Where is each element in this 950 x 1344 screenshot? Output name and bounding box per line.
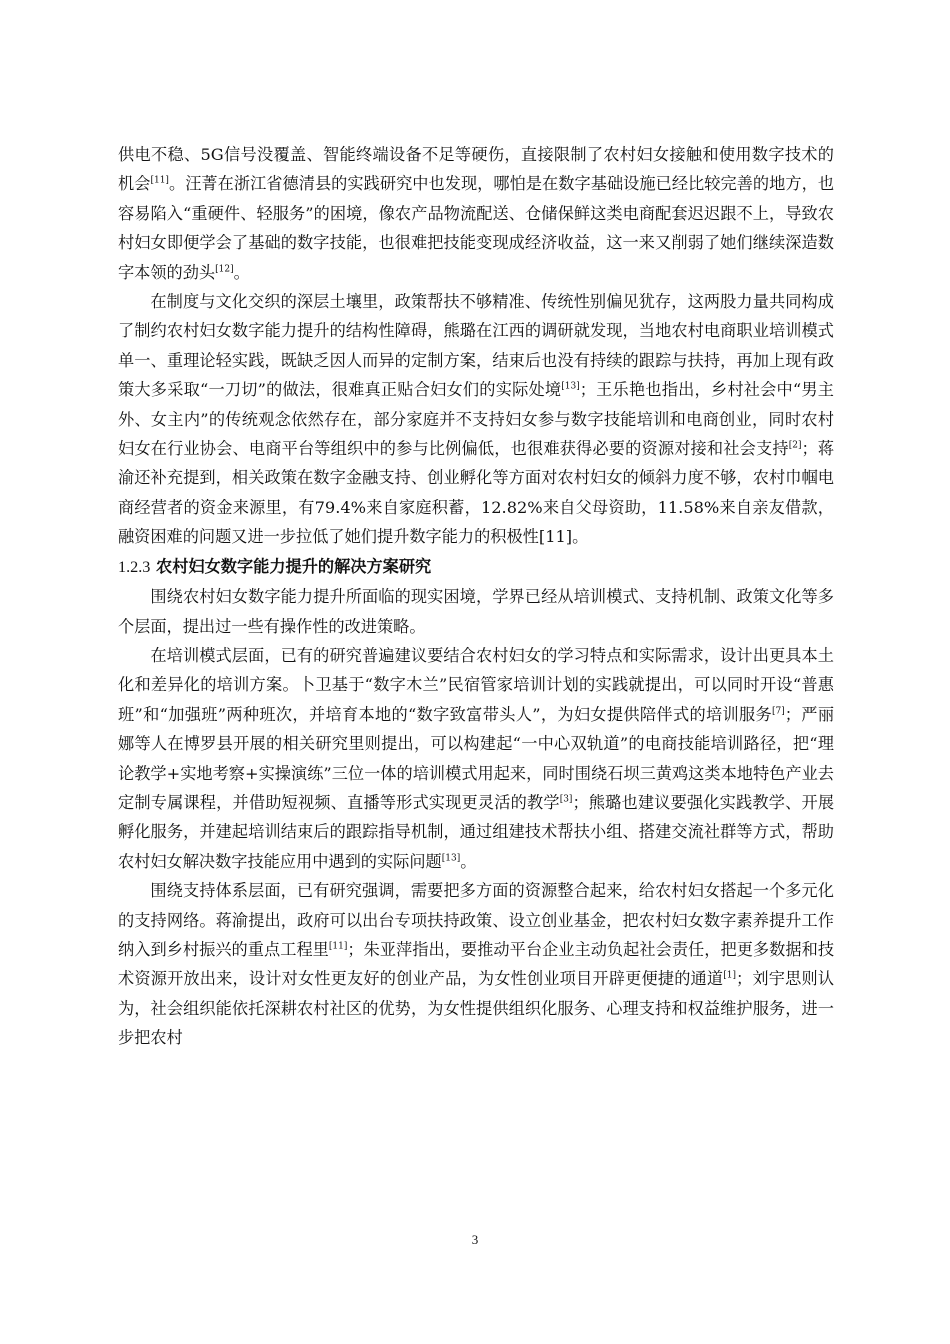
paragraph-1-text-1: 供电不稳、5G信号没覆盖、智能终端设备不足等硬伤，直接限制了农村妇女接触和使用数字技术的机会 [118, 145, 834, 194]
paragraph-2-text-2: ；王乐艳也指出，乡村社会中“男主外、女主内”的传统观念依然存在，部分家庭并不支持妇女参与数字技能培训和电商创业，同时农村妇女在行业协会、电商平台等组织中的参与比例偏低，也很难获得必要的资源对接和社会支持 [118, 380, 834, 459]
section-heading [118, 552, 834, 582]
page-number: 3 [471, 1232, 479, 1247]
citation-ref: [3] [559, 794, 573, 805]
paragraph-5 [118, 876, 834, 1052]
paragraph-3 [118, 582, 834, 641]
paragraph-4-text-2: ；严丽娜等人在博罗县开展的相关研究里则提出，可以构建起“一中心双轨道”的电商技能培训路径，把“理论教学+实地考察+实操演练”三位一体的培训模式用起来，同时围绕石坝三黄鸡这类本地特色产业去定制专属课程，并借助短视频、直播等形式实现更灵活的教学 [118, 704, 835, 812]
section-title: 农村妇女数字能力提升的解决方案研究 [156, 556, 432, 576]
paragraph-4-text-1: 在培训模式层面，已有的研究普遍建议要结合农村妇女的学习特点和实际需求，设计出更具本土化和差异化的培训方案。卜卫基于“数字木兰”民宿管家培训计划的实践就提出，可以同时开设“普惠班”和“加强班”两种班次，并培育本地的“数字致富带头人”，为妇女提供陪伴式的培训服务 [118, 645, 834, 724]
section-number: 1.2.3 [118, 557, 151, 576]
paragraph-2-text-3: ；蒋渝还补充提到，相关政策在数字金融支持、创业孵化等方面对农村妇女的倾斜力度不够，农村巾帼电商经营者的资金来源里，有79.4%来自家庭积蓄，12.82%来自父母资助，11.58%来自亲友借款，融资困难的问题又进一步拉低了她们提升数字能力的积极性[11]。 [118, 439, 834, 547]
document-body [118, 140, 834, 1053]
citation-ref: [11] [150, 176, 169, 187]
paragraph-4-text-4: 。 [460, 851, 477, 871]
paragraph-1-text-2: 。汪菁在浙江省德清县的实践研究中也发现，哪怕是在数字基础设施已经比较完善的地方，也容易陷入“重硬件、轻服务”的困境，像农产品物流配送、仓储保鲜这类电商配套迟迟跟不上，导致农村妇女即便学会了基础的数字技能，也很难把技能变现成经济收益，这一来又削弱了她们继续深造数字本领的劲头 [118, 174, 835, 282]
citation-ref: [7] [772, 706, 785, 717]
citation-ref: [13] [561, 381, 580, 392]
citation-ref: [2] [788, 440, 802, 451]
citation-ref: [13] [441, 853, 461, 864]
paragraph-5-text-2: ；朱亚萍指出，要推动平台企业主动负起社会责任，把更多数据和技术资源开放出来，设计对女性更友好的创业产品，为女性创业项目开辟更便捷的通道 [118, 939, 835, 989]
paragraph-2-text-1: 在制度与文化交织的深层土壤里，政策帮扶不够精准、传统性别偏见犹存，这两股力量共同构成了制约农村妇女数字能力提升的结构性障碍，熊璐在江西的调研就发现，当地农村电商职业培训模式单一、重理论轻实践，既缺乏因人而异的定制方案，结束后也没有持续的跟踪与扶持，再加上现有政策大多采取“一刀切”的做法，很难真正贴合妇女们的实际处境 [118, 292, 834, 400]
paragraph-1 [118, 140, 834, 287]
paragraph-4-text-3: ；熊璐也建议要强化实践教学、开展孵化服务，并建起培训结束后的跟踪指导机制，通过组建技术帮扶小组、搭建交流社群等方式，帮助农村妇女解决数字技能应用中遇到的实际问题 [118, 792, 835, 871]
paragraph-5-text-3: ；刘宇思则认为，社会组织能依托深耕农村社区的优势，为女性提供组织化服务、心理支持和权益维护服务，进一步把农村 [118, 969, 835, 1048]
paragraph-5-text-1: 围绕支持体系层面，已有研究强调，需要把多方面的资源整合起来，给农村妇女搭起一个多元化的支持网络。蒋渝提出，政府可以出台专项扶持政策、设立创业基金，把农村妇女数字素养提升工作纳入到乡村振兴的重点工程里 [118, 881, 834, 959]
paragraph-1-text-3: 。 [233, 262, 250, 282]
citation-ref: [1] [723, 970, 737, 981]
citation-ref: [11] [328, 941, 348, 952]
paragraph-2 [118, 287, 834, 552]
paragraph-3-text-1: 围绕农村妇女数字能力提升所面临的现实困境，学界已经从培训模式、支持机制、政策文化等多个层面，提出过一些有操作性的改进策略。 [118, 587, 834, 636]
citation-ref: [12] [215, 264, 234, 275]
paragraph-4 [118, 641, 834, 876]
